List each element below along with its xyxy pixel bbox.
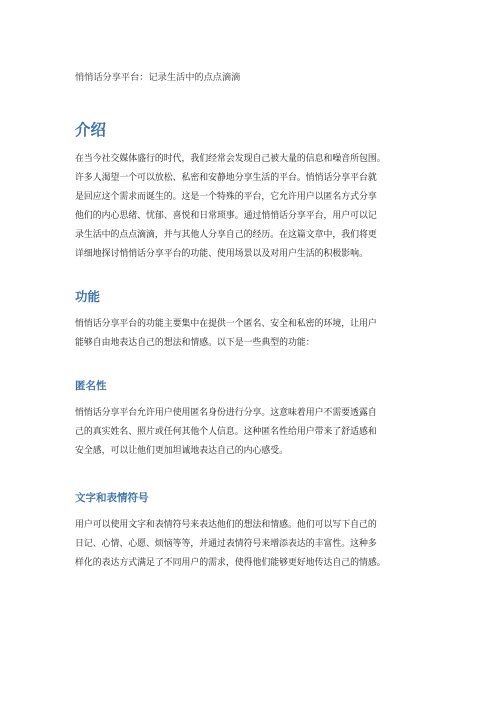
paragraph-line: 样化的表达方式满足了不同用户的需求，使得他们能够更好地传达自己的情感。	[75, 558, 386, 568]
paragraph-text-emoji	[75, 516, 447, 573]
paragraph-line: 是回应这个需求而诞生的。这是一个特殊的平台，它允许用户以匿名方式分享	[75, 192, 377, 202]
paragraph-anonymity	[75, 404, 447, 461]
paragraph-line: 他们的内心思绪、忧郁、喜悦和日常琐事。通过悄悄话分享平台，用户可以记	[75, 211, 377, 221]
paragraph-line: 悄悄话分享平台的功能主要集中在提供一个匿名、安全和私密的环境，让用户	[75, 319, 377, 329]
paragraph-line: 用户可以使用文字和表情符号来表达他们的想法和情感。他们可以写下自己的	[75, 520, 377, 530]
paragraph-line: 安全感，可以让他们更加坦诚地表达自己的内心感受。	[75, 446, 288, 456]
paragraph-line: 详细地探讨悄悄话分享平台的功能、使用场景以及对用户生活的积极影响。	[75, 249, 368, 259]
paragraph-line: 许多人渴望一个可以放松、私密和安静地分享生活的平台。悄悄话分享平台就	[75, 173, 377, 183]
document-title: 悄悄话分享平台：记录生活中的点点滴滴	[75, 72, 241, 83]
heading-anonymity: 匿名性	[75, 380, 107, 392]
heading-intro: 介绍	[75, 121, 107, 139]
heading-features: 功能	[75, 289, 101, 304]
paragraph-line: 己的真实姓名、照片或任何其他个人信息。这种匿名性给用户带来了舒适感和	[75, 427, 377, 437]
paragraph-features	[75, 315, 447, 353]
heading-text-emoji: 文字和表情符号	[75, 492, 149, 504]
paragraph-intro	[75, 150, 447, 264]
paragraph-line: 能够自由地表达自己的想法和情感。以下是一些典型的功能：	[75, 338, 315, 348]
paragraph-line: 在当今社交媒体盛行的时代，我们经常会发现自己被大量的信息和噪音所包围。	[75, 154, 386, 164]
paragraph-line: 悄悄话分享平台允许用户使用匿名身份进行分享。这意味着用户不需要透露自	[75, 408, 377, 418]
paragraph-line: 录生活中的点点滴滴，并与其他人分享自己的经历。在这篇文章中，我们将更	[75, 230, 377, 240]
paragraph-line: 日记、心情、心愿、烦恼等等，并通过表情符号来增添表达的丰富性。这种多	[75, 539, 377, 549]
